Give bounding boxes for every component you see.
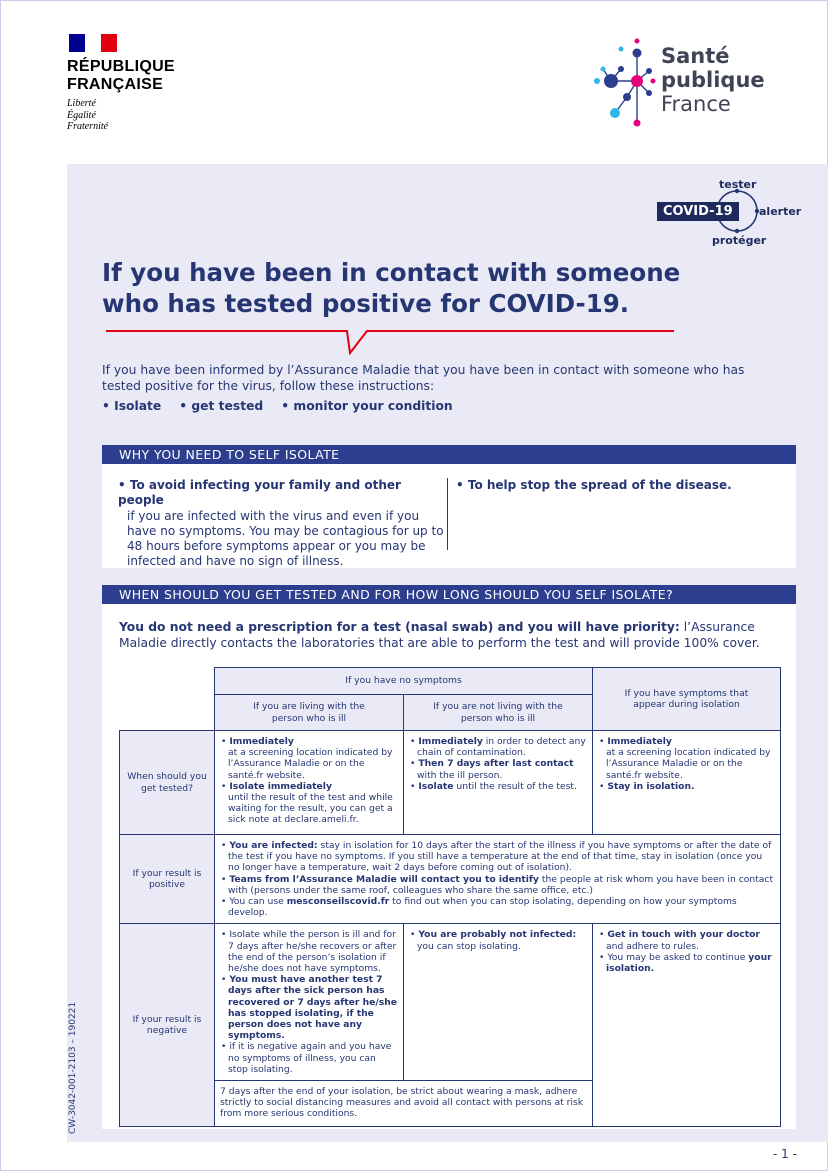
spf-wordmark: Santé publique France	[661, 44, 765, 116]
covid-badge	[653, 174, 813, 249]
bullet-monitor: • monitor your condition	[281, 399, 453, 413]
cell-positive: • You are infected: stay in isolation for 10 days after the start of the illness if you have symptoms or after the date of the test if you have no symptoms. If you still have a temperature at the end of that time, stay in isolation (once you no longer have a temperature, wait 2 days before coming out of isolation). • Teams from l’Assurance Maladie will contact you to identify the people at risk whom you have been in contact with (persons under the same roof, colleagues who share the same office, etc.) • You can use mesconseilscovid.fr to find out when you can stop isolating, depending on how your symptoms develop.	[215, 835, 781, 924]
intro-text: If you have been informed by l’Assurance Maladie that you have been in contact with someone who has tested positive for the virus, follow these instructions:	[102, 363, 745, 393]
header-living-with: If you are living with the person who is ill	[215, 695, 404, 731]
rf-name: RÉPUBLIQUE FRANÇAISE	[67, 58, 175, 93]
cell-tested-not-living-with: • Immediately in order to detect any chain of contamination. • Then 7 days after last contact with the ill person. • Isolate until the result of the test.	[404, 731, 593, 835]
table-row	[120, 924, 781, 1081]
when-intro: You do not need a prescription for a test (nasal swab) and you will have priority: l’Assurance Maladie directly contacts the laboratories that are able to perform the test and will provide 100% cover.	[119, 620, 760, 650]
table-row	[120, 731, 781, 835]
cell-negative-living-with: • Isolate while the person is ill and for 7 days after he/she recovers or after the end of the person’s isolation if he/she does not have symptoms. • You must have another test 7 days after the sick person has recovered or 7 days after he/she has stopped isolating, if the person does not have any symptoms. • if it is negative again and you have no symptoms of illness, you can stop isolating.	[215, 924, 404, 1081]
molecule-icon	[593, 31, 661, 136]
badge-covid-pill: COVID-19	[657, 202, 739, 221]
republique-francaise-logo	[67, 34, 175, 133]
cell-tested-living-with: • Immediately at a screening location indicated by l’Assurance Maladie or on the santé.fr website. • Isolate immediately until the result of the test and while waiting for the result, you can get a sick note at declare.ameli.fr.	[215, 731, 404, 835]
instructions-list	[102, 399, 471, 413]
row-positive: If your result is positive	[120, 835, 215, 924]
why-section	[102, 445, 796, 568]
header-no-symptoms: If you have no symptoms	[215, 668, 593, 695]
why-left-bold: • To avoid infecting your family and other people	[118, 478, 401, 508]
cell-negative-symptoms: • Get in touch with your doctor and adhere to rules. • You may be asked to continue your isolation.	[593, 924, 781, 1127]
rf-motto: Liberté Égalité Fraternité	[67, 98, 109, 132]
speech-bubble-underline	[102, 323, 677, 357]
document-code: CW-3042-001-2103 – 190221	[68, 1001, 78, 1134]
why-heading: WHY YOU NEED TO SELF ISOLATE	[102, 445, 796, 464]
row-when-tested: When should you get tested?	[120, 731, 215, 835]
when-heading: WHEN SHOULD YOU GET TESTED AND FOR HOW LONG SHOULD YOU SELF ISOLATE?	[102, 585, 796, 604]
page-title: If you have been in contact with someone who has tested positive for COVID-19.	[102, 258, 681, 318]
when-section	[102, 585, 796, 1129]
cell-negative-footer: 7 days after the end of your isolation, be strict about wearing a mask, adhere strictly to social distancing measures and avoid all contact with persons at risk from more serious conditions.	[215, 1081, 593, 1127]
why-left-column	[102, 478, 448, 569]
testing-table	[119, 667, 781, 1127]
badge-alerter-label: alerter	[759, 205, 802, 218]
header-not-living-with: If you are not living with the person who is ill	[404, 695, 593, 731]
cell-negative-not-living-with: • You are probably not infected: you can stop isolating.	[404, 924, 593, 1081]
sante-publique-france-logo	[593, 31, 783, 136]
cell-tested-symptoms: • Immediately at a screening location indicated by l’Assurance Maladie or on the santé.fr website. • Stay in isolation.	[593, 731, 781, 835]
page-number: - 1 -	[773, 1147, 797, 1161]
table-corner	[120, 668, 215, 695]
badge-proteger-label: protéger	[712, 234, 767, 247]
badge-tester-label: tester	[719, 178, 757, 191]
why-right-column: • To help stop the spread of the disease.	[456, 478, 732, 492]
table-row	[120, 835, 781, 924]
bullet-isolate: • Isolate	[102, 399, 162, 413]
row-negative: If your result is negative	[120, 924, 215, 1127]
header-symptoms-during: If you have symptoms that appear during isolation	[593, 668, 781, 731]
bullet-get-tested: • get tested	[179, 399, 264, 413]
why-left-text: if you are infected with the virus and even if you have no symptoms. You may be contagious for up to 48 hours before symptoms appear or you may be infected and have no sign of illness.	[127, 508, 444, 569]
marianne-flag-icon	[69, 34, 117, 52]
